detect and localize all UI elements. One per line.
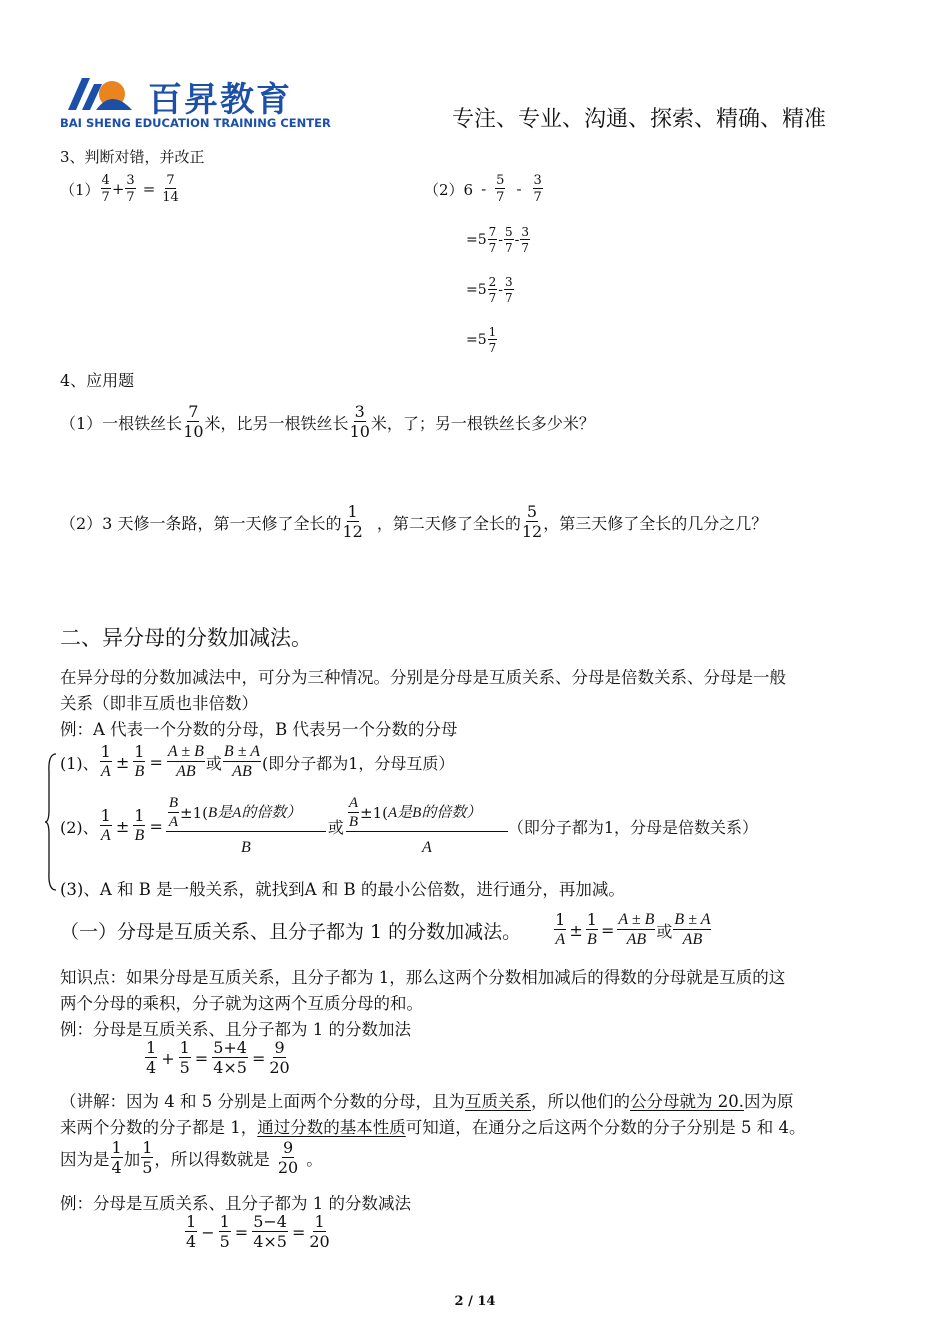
fraction: 3 7 [533,173,542,205]
q4-problem-2: （2）3 天修一条路，第一天修了全长的 1 12 ，第二天修了全长的 5 12 ，第三天修了全长的几分之几？ [60,502,768,541]
fraction: 1 A [555,910,566,948]
fraction: 1 4 [186,1212,197,1251]
fraction: $\frac{1}{5}$ [179,1038,190,1077]
left-brace-icon [44,752,58,892]
fraction: $\frac{1}{5}$ [219,1212,230,1251]
knowledge-line-1: 知识点：如果分母是互质关系，且分子都为 1，那么这两个分数相加减后的得数的分母就是互质的这 [60,968,786,987]
fraction: $\frac{1}{20}$ [309,1212,330,1251]
logo-english-name: BAI SHENG EDUCATION TRAINING CENTER [60,116,331,130]
intro-line-1: 在异分母的分数加减法中，可分为三种情况。分别是分母是互质关系、分母是倍数关系、分母是一般 [60,668,786,687]
fraction: A B [348,795,359,830]
fraction: $\frac{5-4}{4\times 5}$ [253,1212,287,1251]
fraction: $\frac{A \pm B}{AB}$ [618,911,655,948]
fraction: 1 5 [142,1138,153,1177]
q4-title: 4、应用题 [60,371,135,390]
subsection-heading: （一）分母是互质关系、且分子都为 1 的分数加减法。 1 A ± $\frac{1}{B}$ = $\frac{A \pm B}{AB}$ 或 B ± A AB [60,910,711,948]
fraction: $\frac{3}{7}$ [126,173,135,205]
complex-fraction: A B ±1( A是B的倍数） A [347,796,507,856]
q3-problem-1: （1） 4 7 + $\frac{3}{7}$ = $\frac{7}{14}$ [60,173,179,205]
fraction: $\frac{9}{20}$ [269,1038,290,1077]
slogan: 专注、专业、沟通、探索、精确、精准 [452,107,827,132]
example-sub-equation: 1 4 − $\frac{1}{5}$ = $\frac{5-4}{4\times 5}$ = $\frac{1}{20}$ [186,1212,330,1251]
fraction: 5 7 [496,173,505,205]
explanation-line-2: 来两个分数的分子都是 1，通过分数的基本性质可知道，在通分之后这两个分数的分子分别是 5 和 4。 [60,1118,806,1137]
fraction: 1 12 [342,502,363,541]
logo-chinese-name: 百昇教育 [148,80,292,120]
fraction: 3 7 [521,225,530,255]
fraction: B A [168,795,179,830]
explanation-line-1: （讲解：因为 4 和 5 分别是上面两个分数的分母，且为互质关系，所以他们的公分母就为 20.因为原 [60,1092,794,1111]
fraction: 1 A [100,806,111,844]
intro-line-2: 关系（即非互质也非倍数） [60,694,258,713]
fraction: $\frac{A \pm B}{AB}$ [167,743,204,780]
fraction: $\frac{5+4}{4\times 5}$ [213,1038,247,1077]
case-1: (1)、 1 A ± $\frac{1}{B}$ = $\frac{A \pm B}{AB}$ 或 B ± A AB (即分子都为1，分母互质） [60,742,455,780]
q3-title: 3、判断对错，并改正 [60,148,205,166]
q3-problem-2-line-2: =5 7 7 - 5 7 - 3 7 [466,225,530,255]
case-2: (2)、 1 A ± $\frac{1}{B}$ = B A ±1( B是A的倍数） B 或 A B ±1( A是B的倍数） A （即分子都为1，分母是倍数关系） [60,795,759,856]
fraction: B ± A AB [674,911,711,948]
q3-problem-2-line-1: （2）6 - 5 7 - 3 7 [424,173,542,205]
fraction: $\frac{1}{B}$ [586,910,597,948]
fraction: 5 7 [505,225,513,255]
fraction: 2 7 [488,275,497,305]
fraction: 7 10 [183,402,204,441]
fraction: $\frac{7}{14}$ [162,173,179,205]
fraction: 7 7 [488,225,497,255]
fraction: 3 7 [505,275,513,305]
fraction: 3 10 [349,402,370,441]
fraction: 4 7 [101,173,110,205]
fraction: $\frac{1}{B}$ [134,806,145,844]
example-definition: 例：A 代表一个分数的分母，B 代表另一个分数的分母 [60,720,458,739]
fraction: 1 A [100,742,111,780]
q4-problem-1: （1）一根铁丝长 7 10 米，比另一根铁丝长 3 10 米，了；另一根铁丝长多少米？ [60,402,595,441]
case-3: (3)、A 和 B 是一般关系，就找到A 和 B 的最小公倍数，进行通分，再加减。 [60,880,625,899]
fraction: 5 12 [521,502,543,541]
fraction: $\frac{1}{B}$ [134,742,145,780]
fraction: 9 20 [277,1138,299,1177]
knowledge-line-2: 两个分母的乘积，分子就为这两个互质分母的和。 [60,994,423,1013]
fraction: 1 4 [111,1138,122,1177]
example-add-equation: 1 4 + $\frac{1}{5}$ = $\frac{5+4}{4\times 5}$ = $\frac{9}{20}$ [146,1038,290,1077]
explanation-line-3: 因为是 1 4 加 1 5 ，所以得数就是 9 20 。 [60,1138,323,1177]
q3-problem-2-line-4: =5 1 7 [466,325,497,355]
example-sub-title: 例：分母是互质关系、且分子都为 1 的分数减法 [60,1194,411,1213]
page-number: 2 / 14 [454,1294,496,1309]
complex-fraction: B A ±1( B是A的倍数） B [167,796,325,856]
fraction: B ± A AB [223,743,260,780]
logo [60,68,340,132]
q3-problem-2-line-3: =5 2 7 - 3 7 [466,275,513,305]
fraction: 1 4 [146,1038,157,1077]
fraction: 1 7 [488,325,497,355]
example-add-title: 例：分母是互质关系、且分子都为 1 的分数加法 [60,1020,411,1039]
section-heading: 二、异分母的分数加减法。 [60,626,312,650]
